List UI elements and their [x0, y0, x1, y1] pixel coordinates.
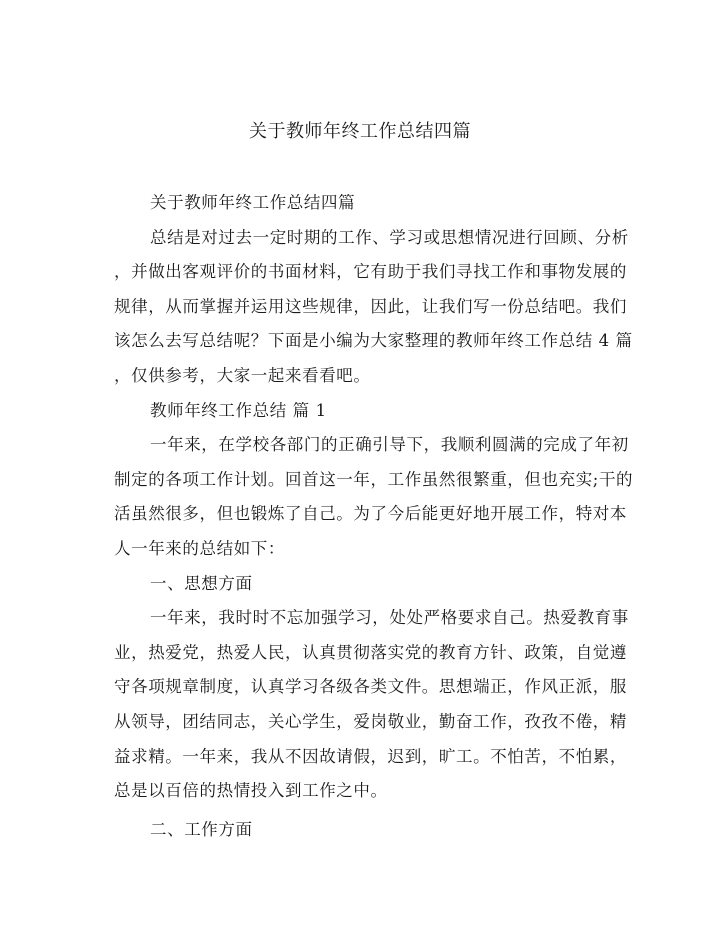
part2-heading: 二、工作方面 — [150, 819, 253, 839]
part1-paragraph — [114, 601, 629, 809]
section-heading: 教师年终工作总结 篇 1 — [150, 400, 327, 420]
part1-heading: 一、思想方面 — [150, 573, 253, 593]
document-body — [114, 186, 634, 847]
section1-line: 活虽然很多，但也锻炼了自己。为了今后能更好地开展工作，特对本 — [114, 504, 627, 524]
section1-line: 制定的各项工作计划。回首这一年，工作虽然很繁重，但也充实;干的 — [114, 469, 634, 489]
part1-line: 总是以百倍的热情投入到工作之中。 — [114, 781, 388, 801]
part1-line: 益求精。一年来，我从不因故请假，迟到，旷工。不怕苦，不怕累， — [114, 746, 627, 766]
section1-paragraph — [114, 428, 634, 566]
part1-line: 一年来，我时时不忘加强学习，处处严格要求自己。热爱教育事 — [150, 608, 629, 628]
intro-line: ，仅供参考，大家一起来看看吧。 — [114, 365, 371, 385]
intro-line: 规律，从而掌握并运用这些规律，因此，让我们写一份总结吧。我们 — [114, 296, 627, 316]
intro-line: ，并做出客观评价的书面材料，它有助于我们寻找工作和事物发展的 — [114, 262, 627, 282]
intro-paragraph — [114, 221, 633, 394]
intro-line: 该怎么去写总结呢？下面是小编为大家整理的教师年终工作总结 4 篇 — [114, 331, 633, 351]
part1-line: 守各项规章制度，认真学习各级各类文件。思想端正，作风正派，服 — [114, 677, 627, 697]
document-title: 关于教师年终工作总结四篇 — [249, 121, 471, 142]
subtitle: 关于教师年终工作总结四篇 — [150, 193, 356, 212]
part1-line: 业，热爱党，热爱人民，认真贯彻落实党的教育方针、政策，自觉遵 — [114, 642, 627, 662]
section1-line: 人一年来的总结如下： — [114, 538, 285, 558]
part1-line: 从领导，团结同志，关心学生，爱岗敬业，勤奋工作，孜孜不倦，精 — [114, 711, 627, 731]
section1-line: 一年来，在学校各部门的正确引导下，我顺利圆满的完成了年初 — [150, 435, 629, 455]
intro-line: 总结是对过去一定时期的工作、学习或思想情况进行回顾、分析 — [150, 227, 629, 247]
